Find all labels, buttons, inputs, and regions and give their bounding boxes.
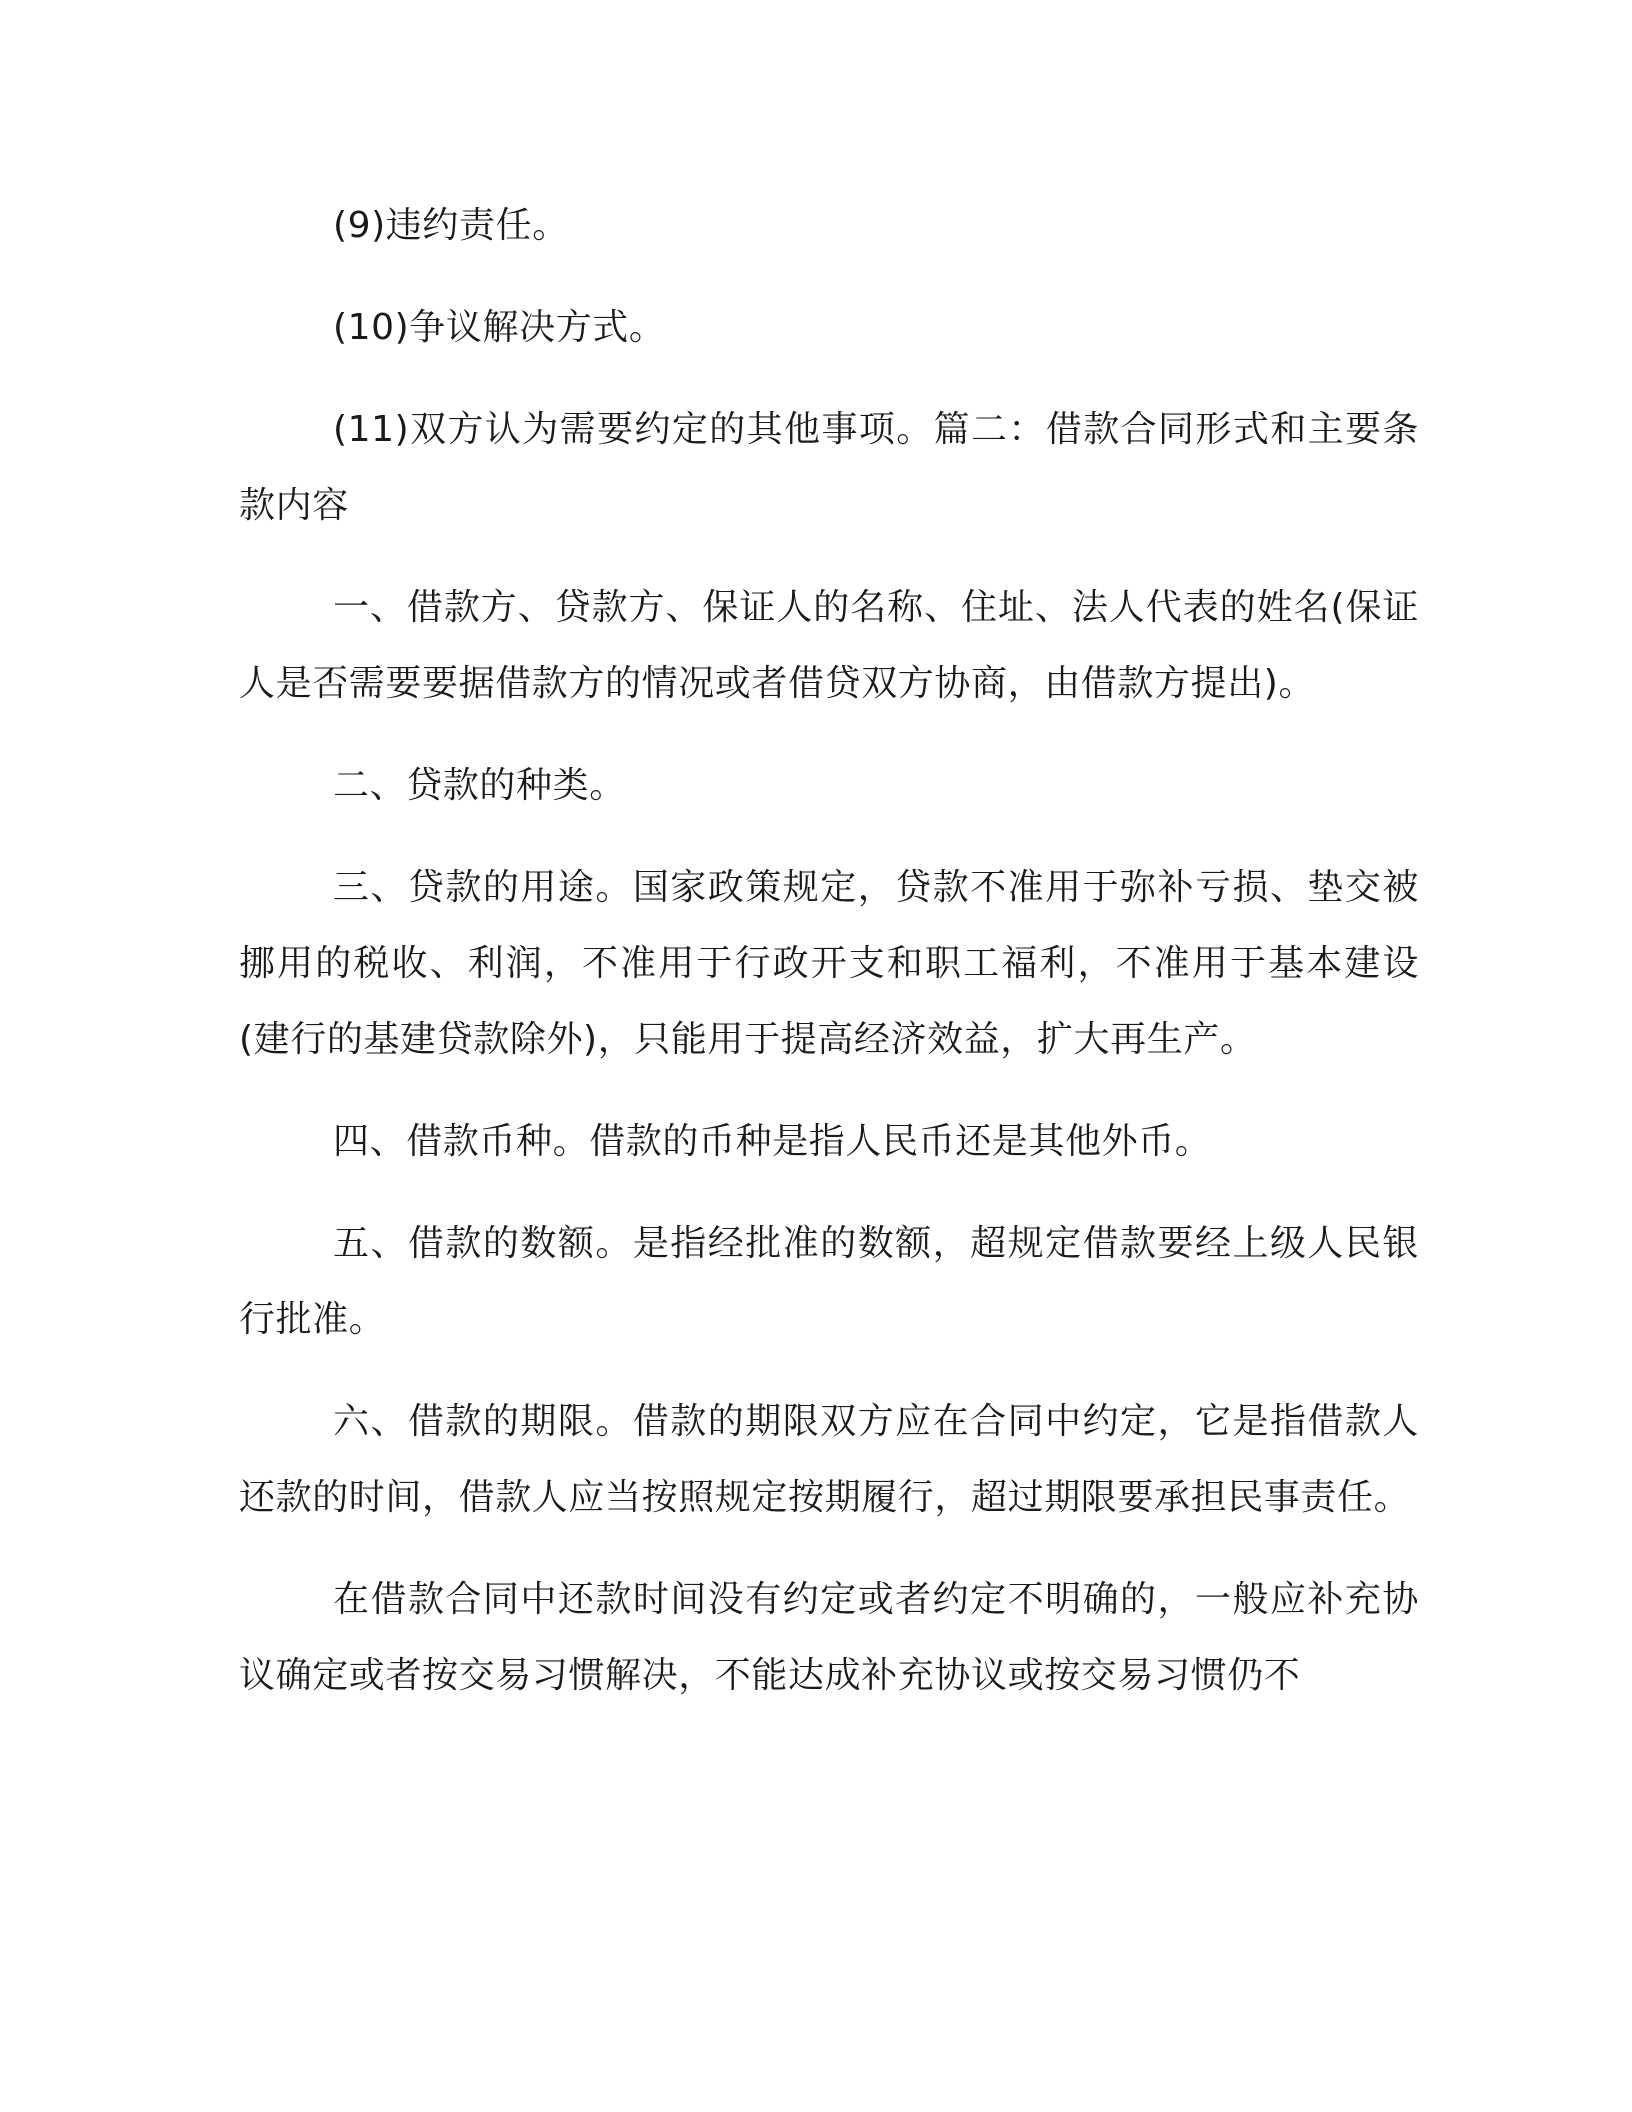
section-1-parties-paragraph: 一、借款方、贷款方、保证人的名称、住址、法人代表的姓名(保证人是否需要要据借款方的情况或者借贷双方协商，由借款方提出)。 [239, 587, 1419, 704]
section-2-loan-type-paragraph: 二、贷款的种类。 [333, 765, 626, 806]
section-5-amount-paragraph: 五、借款的数额。是指经批准的数额，超规定借款要经上级人民银行批准。 [239, 1223, 1419, 1340]
repayment-time-paragraph: 在借款合同中还款时间没有约定或者约定不明确的，一般应补充协议确定或者按交易习惯解决，不能达成补充协议或按交易习惯仍不 [239, 1579, 1419, 1696]
section-4-currency-paragraph: 四、借款币种。借款的币种是指人民币还是其他外币。 [333, 1121, 1212, 1162]
document-body [239, 188, 1419, 1740]
section-3-loan-purpose-paragraph: 三、贷款的用途。国家政策规定，贷款不准用于弥补亏损、垫交被挪用的税收、利润，不准用于行政开支和职工福利，不准用于基本建设(建行的基建贷款除外)，只能用于提高经济效益，扩大再生产。 [239, 867, 1419, 1060]
clause-11-paragraph: (11)双方认为需要约定的其他事项。篇二：借款合同形式和主要条款内容 [239, 409, 1419, 526]
clause-9-paragraph: (9)违约责任。 [333, 205, 569, 246]
clause-10-paragraph: (10)争议解决方式。 [333, 307, 666, 348]
section-6-term-paragraph: 六、借款的期限。借款的期限双方应在合同中约定，它是指借款人还款的时间，借款人应当按照规定按期履行，超过期限要承担民事责任。 [239, 1401, 1419, 1518]
